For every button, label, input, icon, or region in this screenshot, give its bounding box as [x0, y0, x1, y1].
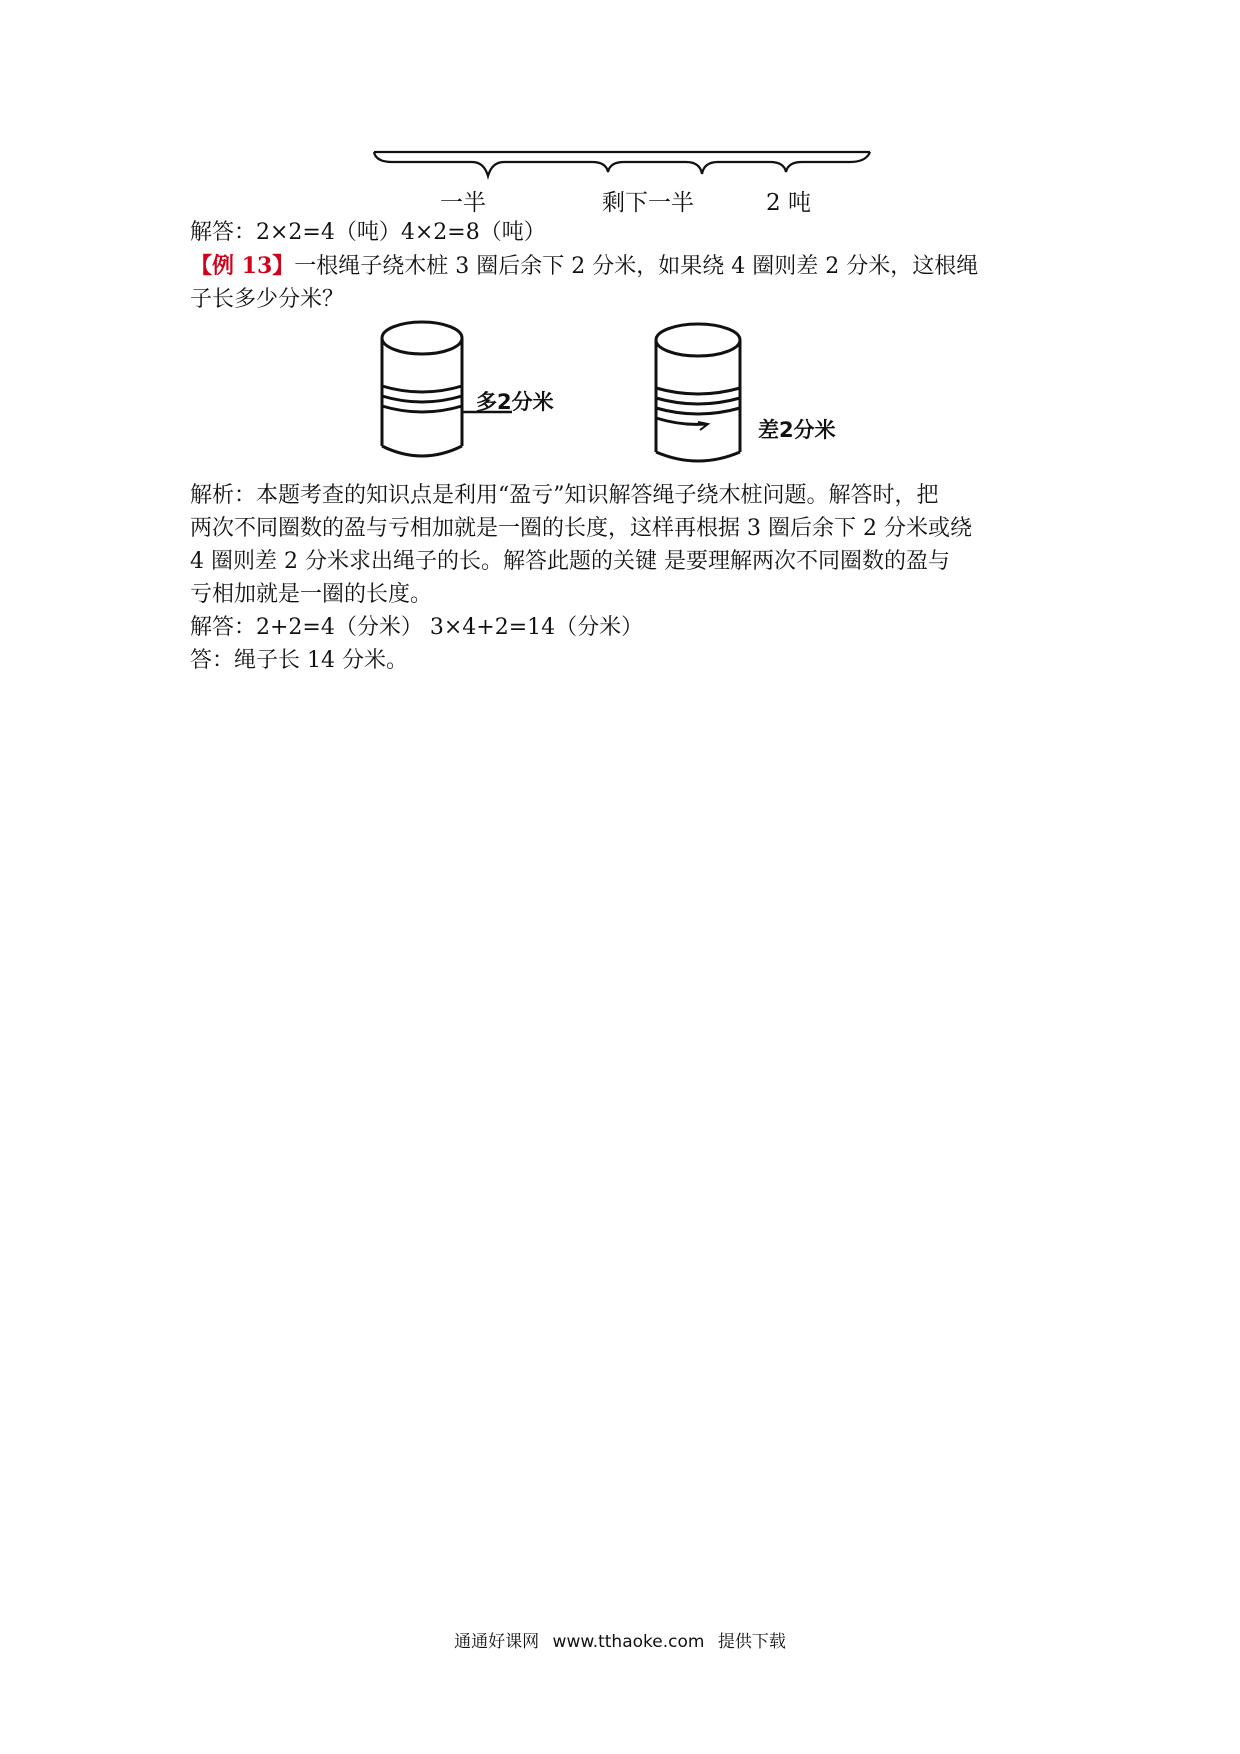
- cylinder-icon: [652, 320, 762, 470]
- brace-label-half: 一半: [440, 190, 486, 216]
- left-figure-label: 多2分米: [476, 390, 554, 414]
- page-footer: [0, 1627, 1240, 1652]
- footer-url[interactable]: www.tthaoke.com: [552, 1632, 705, 1652]
- footer-suffix: 提供下载: [717, 1632, 786, 1652]
- analysis-line4: 亏相加就是一圈的长度。: [190, 582, 433, 607]
- analysis-line2: 两次不同圈数的盈与亏相加就是一圈的长度，这样再根据 3 圈后余下 2 分米或绕: [190, 516, 972, 541]
- analysis-line3: 4 圈则差 2 分米求出绳子的长。解答此题的关键 是要理解两次不同圈数的盈与: [190, 549, 950, 574]
- final-answer: 答：绳子长 14 分米。: [190, 648, 408, 673]
- solution-line: 解答：2+2=4（分米） 3×4+2=14（分米）: [190, 615, 644, 640]
- example-question-line1: [190, 250, 1060, 283]
- brace-label-remaining-half: 剩下一半: [602, 190, 694, 216]
- example-question-text: 一根绳子绕木桩 3 圈后余下 2 分米，如果绕 4 圈则差 2 分米，这根绳: [294, 254, 979, 279]
- example-question-line2: 子长多少分米？: [190, 287, 345, 312]
- analysis-line1: 解析：本题考查的知识点是利用“盈亏”知识解答绳子绕木桩问题。解答时，把: [190, 483, 939, 508]
- brace-label-2-tons: 2 吨: [766, 190, 811, 216]
- previous-answer: 解答：2×2=4（吨）4×2=8（吨）: [190, 220, 546, 245]
- curly-brace-icon: [372, 150, 872, 184]
- example-tag: 【例 13】: [190, 253, 295, 279]
- right-figure-label: 差2分米: [758, 418, 836, 442]
- footer-site-name: 通通好课网: [454, 1632, 540, 1652]
